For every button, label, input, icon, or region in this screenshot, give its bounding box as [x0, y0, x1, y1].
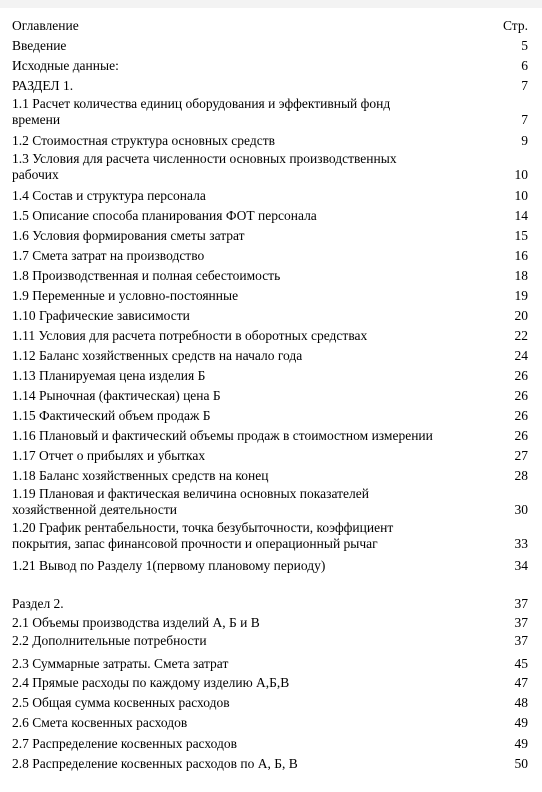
entry-page: 19 [514, 288, 528, 303]
entry-title: Исходные данные: [12, 58, 119, 73]
toc-entry [12, 736, 528, 752]
toc-entry [12, 38, 528, 54]
entry-title: 2.7 Распределение косвенных расходов [12, 736, 237, 751]
entry-page: 28 [514, 468, 528, 483]
toc-entry [12, 78, 528, 94]
toc-entry [12, 486, 528, 518]
toc-entry [12, 448, 528, 464]
entry-title: 1.18 Баланс хозяйственных средств на конец [12, 468, 269, 483]
entry-title: Введение [12, 38, 67, 53]
entry-page: 49 [514, 715, 528, 730]
entry-title: 1.10 Графические зависимости [12, 308, 190, 323]
toc-entry [12, 520, 528, 552]
entry-page: 33 [514, 536, 528, 551]
entry-title: 1.1 Расчет количества единиц оборудования и эффективный фонд времени [12, 96, 391, 127]
entry-title: 1.6 Условия формирования сметы затрат [12, 228, 245, 243]
entry-page: 50 [514, 756, 528, 771]
toc-entry [12, 248, 528, 264]
entry-page: 30 [514, 502, 528, 517]
entry-page: 7 [521, 78, 528, 93]
entry-title: 1.21 Вывод по Разделу 1(первому плановому периоду) [12, 558, 326, 573]
toc-entry [12, 408, 528, 424]
entry-title: 1.3 Условия для расчета численности основных производственных рабочих [12, 151, 397, 182]
toc-page-column-label: Стр. [502, 18, 528, 33]
entry-page: 45 [514, 656, 528, 671]
entry-title: 1.9 Переменные и условно-постоянные [12, 288, 239, 303]
entry-title: 2.5 Общая сумма косвенных расходов [12, 695, 230, 710]
entry-title: 1.20 График рентабельности, точка безубыточности, коэффициент покрытия, запас финансовой прочности и операционный рычаг [12, 520, 394, 551]
entry-page: 7 [521, 112, 528, 127]
toc-entry [12, 388, 528, 404]
entry-title: 2.6 Смета косвенных расходов [12, 715, 188, 730]
entry-title: 1.13 Планируемая цена изделия Б [12, 368, 206, 383]
entry-page: 20 [514, 308, 528, 323]
toc-entry [12, 268, 528, 284]
entry-page: 16 [514, 248, 528, 263]
toc-entry [12, 348, 528, 364]
entry-page: 24 [514, 348, 528, 363]
entry-page: 26 [514, 408, 528, 423]
toc-entry [12, 695, 528, 711]
toc-entry [12, 468, 528, 484]
toc-entry [12, 328, 528, 344]
entry-page: 10 [514, 167, 528, 182]
entry-title: Раздел 2. [12, 596, 64, 611]
toc-entry [12, 96, 528, 128]
toc-entry [12, 596, 528, 612]
toc-entry [12, 288, 528, 304]
entry-page: 26 [514, 388, 528, 403]
entry-title: 2.2 Дополнительные потребности [12, 633, 207, 648]
entry-title: 1.15 Фактический объем продаж Б [12, 408, 211, 423]
entry-page: 27 [514, 448, 528, 463]
entry-page: 47 [514, 675, 528, 690]
entry-page: 48 [514, 695, 528, 710]
entry-title: 1.11 Условия для расчета потребности в оборотных средствах [12, 328, 368, 343]
entry-title: 2.3 Суммарные затраты. Смета затрат [12, 656, 229, 671]
entry-page: 37 [514, 633, 528, 648]
entry-title: 1.2 Стоимостная структура основных средств [12, 133, 275, 148]
toc-entry [12, 633, 528, 649]
entry-page: 6 [521, 58, 528, 73]
entry-title: 1.7 Смета затрат на производство [12, 248, 205, 263]
entry-page: 18 [514, 268, 528, 283]
toc-entry [12, 208, 528, 224]
top-band [0, 0, 542, 8]
toc-entry [12, 756, 528, 772]
entry-page: 22 [514, 328, 528, 343]
entry-page: 5 [521, 38, 528, 53]
entry-title: 1.17 Отчет о прибылях и убытках [12, 448, 206, 463]
toc-entry [12, 133, 528, 149]
toc-entry [12, 675, 528, 691]
toc-entry [12, 151, 528, 183]
toc-entry [12, 715, 528, 731]
toc-entry [12, 58, 528, 74]
entry-title: 2.4 Прямые расходы по каждому изделию А,Б,В [12, 675, 290, 690]
entry-title: 1.12 Баланс хозяйственных средств на начало года [12, 348, 303, 363]
entry-title: 1.19 Плановая и фактическая величина основных показателей хозяйственной деятельности [12, 486, 369, 517]
entry-page: 10 [514, 188, 528, 203]
entry-title: 1.8 Производственная и полная себестоимость [12, 268, 281, 283]
entry-page: 49 [514, 736, 528, 751]
toc-entry [12, 558, 528, 574]
entry-title: 2.1 Объемы производства изделий А, Б и В [12, 615, 260, 630]
toc-entry [12, 656, 528, 672]
entry-title: РАЗДЕЛ 1. [12, 78, 74, 93]
entry-page: 34 [514, 558, 528, 573]
entry-title: 1.5 Описание способа планирования ФОТ персонала [12, 208, 317, 223]
entry-page: 26 [514, 428, 528, 443]
entry-page: 37 [514, 596, 528, 611]
toc-entry [12, 615, 528, 631]
toc-entry [12, 368, 528, 384]
entry-page: 14 [514, 208, 528, 223]
toc-entry [12, 308, 528, 324]
entry-page: 9 [521, 133, 528, 148]
entry-title: 1.4 Состав и структура персонала [12, 188, 206, 203]
toc-entry [12, 428, 528, 444]
entry-title: 2.8 Распределение косвенных расходов по А, Б, В [12, 756, 298, 771]
entry-page: 15 [514, 228, 528, 243]
toc-entry [12, 188, 528, 204]
toc-header [12, 18, 528, 34]
toc-entry [12, 228, 528, 244]
entry-title: 1.16 Плановый и фактический объемы продаж в стоимостном измерении [12, 428, 433, 443]
entry-page: 37 [514, 615, 528, 630]
entry-title: 1.14 Рыночная (фактическая) цена Б [12, 388, 221, 403]
toc-heading: Оглавление [12, 18, 79, 33]
entry-page: 26 [514, 368, 528, 383]
